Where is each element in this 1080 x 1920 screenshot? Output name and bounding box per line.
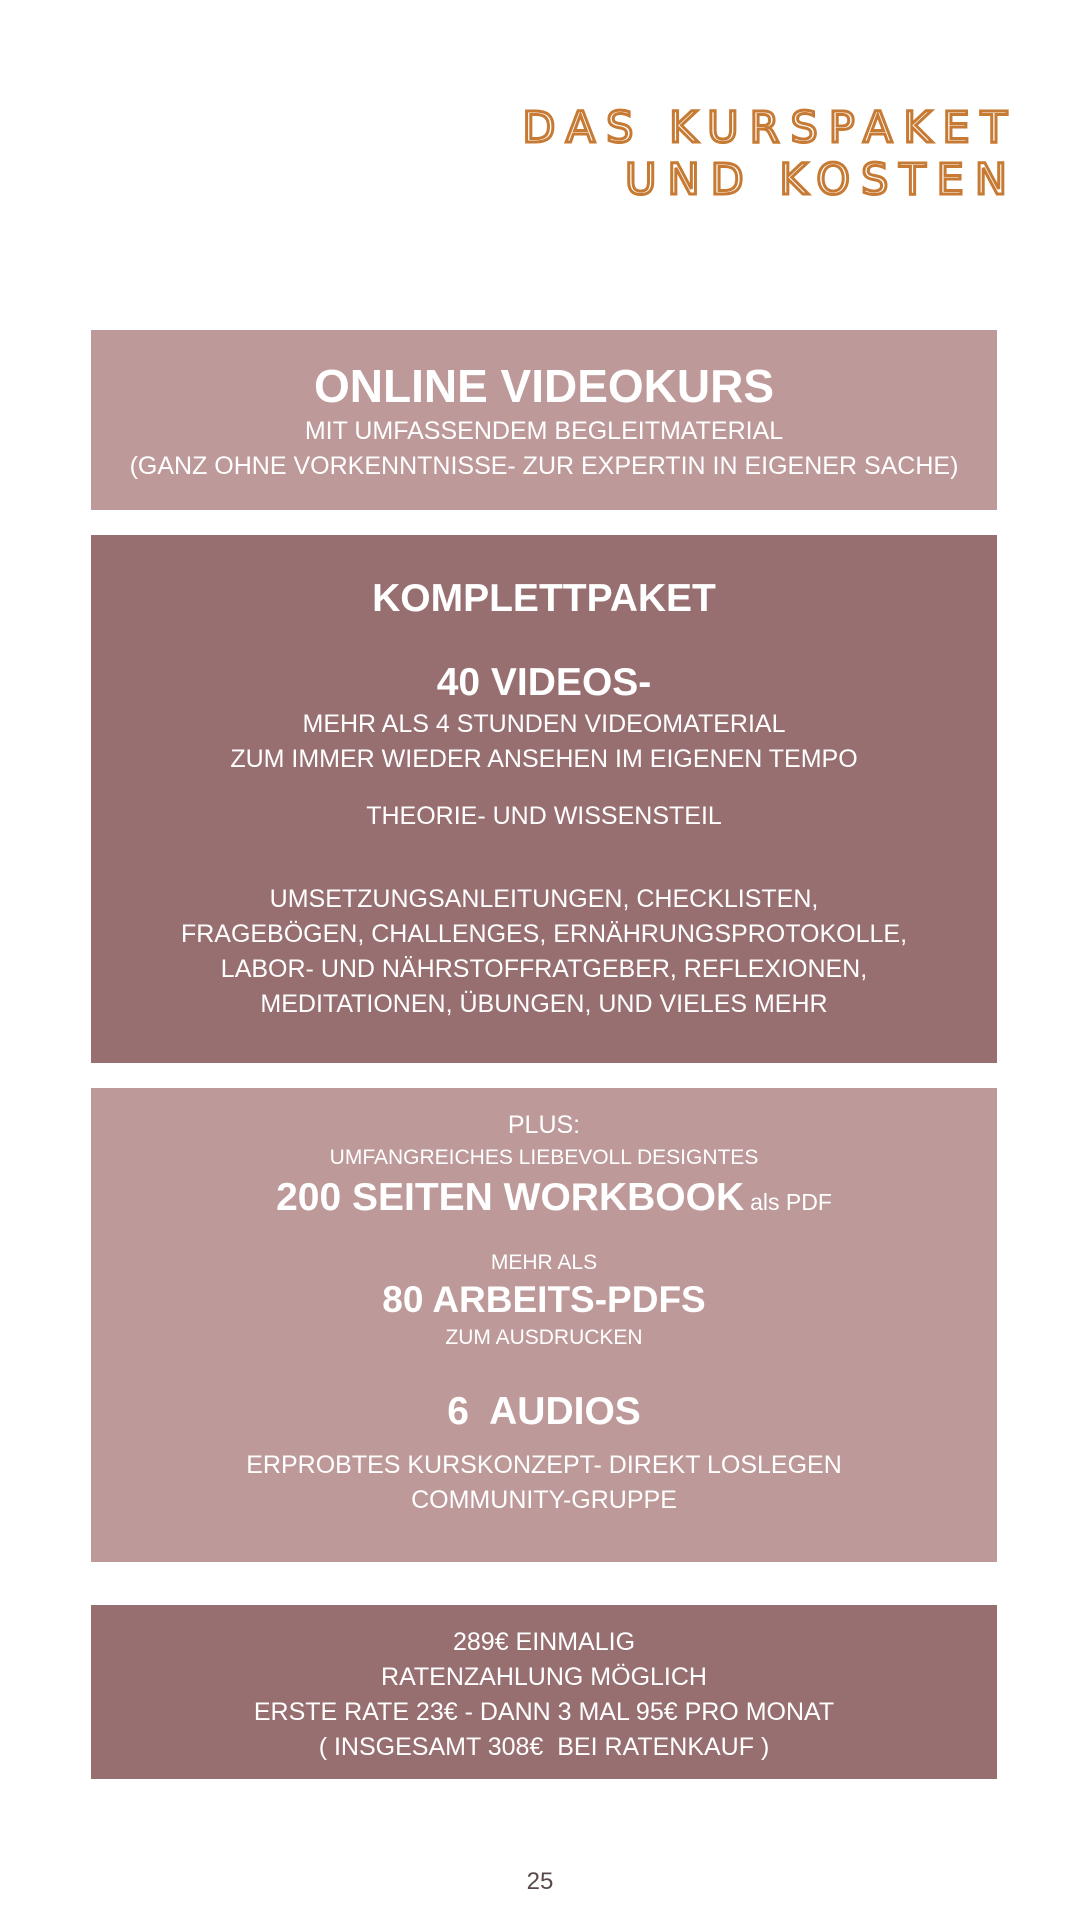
komplettpaket-heading: KOMPLETTPAKET	[372, 577, 716, 620]
pdfs-suffix: ZUM AUSDRUCKEN	[445, 1326, 643, 1349]
price-line-3: ERSTE RATE 23€ - DANN 3 MAL 95€ PRO MONAT	[253, 1698, 835, 1726]
plus-label: PLUS:	[507, 1111, 581, 1139]
videos-line-2: ZUM IMMER WIEDER ANSEHEN IM EIGENEN TEMPO	[230, 745, 858, 773]
materials-list-line-3: LABOR- UND NÄHRSTOFFRATGEBER, REFLEXIONEN,	[220, 955, 868, 983]
workbook-row	[91, 1172, 997, 1236]
audios-heading: 6 AUDIOS	[447, 1390, 641, 1433]
plus-box	[91, 1088, 997, 1562]
page-title-line-1: DAS KURSPAKET	[522, 103, 1018, 153]
pdfs-heading: 80 ARBEITS-PDFS	[382, 1279, 706, 1320]
materials-list-line-4: MEDITATIONEN, ÜBUNGEN, UND VIELES MEHR	[260, 990, 828, 1018]
price-line-1: 289€ EINMALIG	[452, 1628, 636, 1656]
concept-line: ERPROBTES KURSKONZEPT- DIREKT LOSLEGEN	[246, 1451, 842, 1479]
price-line-2: RATENZAHLUNG MÖGLICH	[381, 1663, 707, 1691]
workbook-intro: UMFANGREICHES LIEBEVOLL DESIGNTES	[329, 1146, 759, 1169]
materials-list-line-2: FRAGEBÖGEN, CHALLENGES, ERNÄHRUNGSPROTOKOLLE,	[180, 920, 908, 948]
online-videokurs-heading: ONLINE VIDEOKURS	[313, 360, 775, 412]
theory-line: THEORIE- UND WISSENSTEIL	[366, 802, 722, 830]
videos-line-1: MEHR ALS 4 STUNDEN VIDEOMATERIAL	[302, 710, 786, 738]
page-number: 25	[526, 1868, 554, 1895]
workbook-suffix: als PDF	[750, 1189, 832, 1215]
online-videokurs-subline-1: MIT UMFASSENDEM BEGLEITMATERIAL	[304, 417, 784, 445]
videos-heading: 40 VIDEOS-	[436, 661, 652, 704]
workbook-heading: 200 SEITEN WORKBOOK	[276, 1176, 745, 1219]
page-title-line-2: UND KOSTEN	[624, 155, 1018, 205]
online-videokurs-subline-2: (GANZ OHNE VORKENNTNISSE- ZUR EXPERTIN IN EIGENER SACHE)	[129, 452, 959, 480]
komplettpaket-box	[91, 535, 997, 1063]
community-line: COMMUNITY-GRUPPE	[411, 1486, 677, 1514]
price-box	[91, 1605, 997, 1779]
page-title	[522, 102, 1018, 206]
pdfs-intro: MEHR ALS	[490, 1251, 598, 1274]
price-line-4: ( INSGESAMT 308€ BEI RATENKAUF )	[318, 1733, 770, 1761]
online-videokurs-box	[91, 330, 997, 510]
materials-list-line-1: UMSETZUNGSANLEITUNGEN, CHECKLISTEN,	[269, 885, 819, 913]
